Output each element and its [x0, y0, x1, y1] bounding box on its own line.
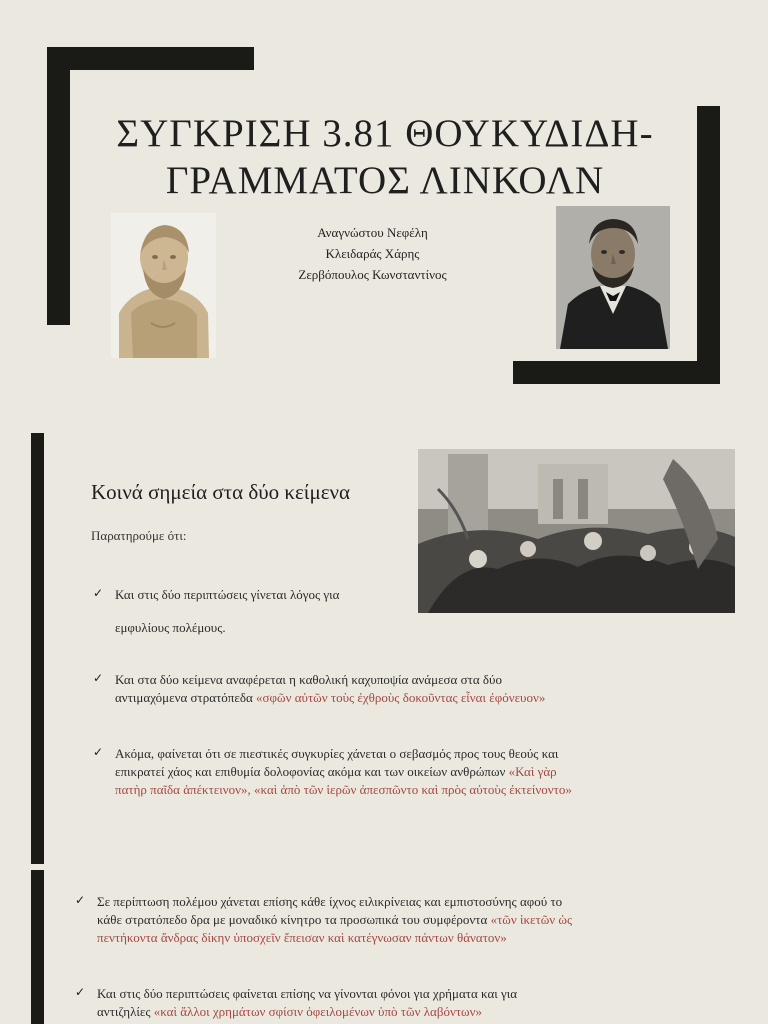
ancient-quote: «Καὶ γὰρ: [508, 764, 557, 779]
content-slide: [0, 410, 768, 1024]
bullet-text: Και στις δύο περιπτώσεις γίνεται λόγος για: [115, 587, 340, 602]
ancient-quote: πεντήκοντα ἄνδρας δίκην ὑποσχεῖν ἔπεισαν καὶ κατέγνωσαν πάντων θάνατον»: [97, 930, 507, 945]
accent-bar: [31, 433, 44, 864]
bullet-point: [115, 671, 545, 707]
title-line-2: ΓΡΑΜΜΑΤΟΣ ΛΙΝΚΟΛΝ: [165, 159, 605, 202]
bullet-text: [97, 1003, 517, 1021]
bullet-text: Και στις δύο περιπτώσεις φαίνεται επίσης να γίνονται φόνοι για χρήματα και για: [97, 986, 518, 1001]
frame-bar-bottom: [513, 361, 720, 384]
ancient-quote: «τῶν ἱκετῶν ὡς: [490, 912, 573, 927]
slide-heading: Κοινά σημεία στα δύο κείμενα: [91, 480, 351, 504]
checkmark-icon: ✓: [75, 893, 86, 907]
frame-bar-left: [47, 47, 70, 325]
bullet-text: επικρατεί χάος και επιθυμία δολοφονίας ακόμα και των οικείων ανθρώπων: [115, 764, 509, 779]
checkmark-icon: ✓: [93, 586, 104, 600]
bullet-text: εμφυλίους πολέμους.: [115, 620, 226, 635]
title-line-1: ΣΥΓΚΡΙΣΗ 3.81 ΘΟΥΚΥΔΙΔΗ-: [116, 112, 654, 155]
ancient-quote: πατὴρ παῖδα ἀπέκτεινον», «καὶ ἀπὸ τῶν ἱερῶν ἀπεσπῶντο καὶ πρὸς αὐτοὺς ἐκτείνοντο»: [115, 782, 572, 797]
bullet-text: αντιμαχόμενα στρατόπεδα: [115, 690, 257, 705]
intro-text: Παρατηρούμε ότι:: [91, 528, 187, 543]
bullet-text: [115, 763, 572, 781]
battle-painting-image: [418, 449, 735, 613]
bullet-point: [97, 985, 517, 1021]
bullet-point: [115, 586, 339, 637]
bullet-text: Και στα δύο κείμενα αναφέρεται η καθολική καχυποψία ανάμεσα στα δύο: [115, 672, 502, 687]
bullet-text: αντιζηλίες: [97, 1004, 154, 1019]
author-name: Αναγνώστου Νεφέλη: [317, 225, 428, 240]
bullet-point: [97, 893, 572, 947]
bullet-text: Ακόμα, φαίνεται ότι σε πιεστικές συγκυρίες χάνεται ο σεβασμός προς τους θεούς και: [115, 746, 559, 761]
thucydides-bust-image: [111, 213, 216, 358]
frame-bar-right: [697, 106, 720, 384]
checkmark-icon: ✓: [93, 671, 104, 685]
author-list: [250, 222, 495, 285]
bullet-point: [115, 745, 572, 799]
bullet-text: Σε περίπτωση πολέμου χάνεται επίσης κάθε ίχνος ειλικρίνειας και εμπιστοσύνης αφού το: [97, 894, 563, 909]
accent-bar: [31, 870, 44, 1024]
title-slide: [0, 0, 768, 410]
author-name: Ζερβόπουλος Κωνσταντίνος: [298, 267, 447, 282]
frame-bar-top: [47, 47, 254, 70]
checkmark-icon: ✓: [93, 745, 104, 759]
ancient-quote: «καὶ ἄλλοι χρημάτων σφίσιν ὀφειλομένων ὑπὸ τῶν λαβόντων»: [153, 1004, 482, 1019]
ancient-quote: «σφῶν αὐτῶν τοὺς ἐχθροὺς δοκοῦντας εἶναι ἐφόνευον»: [256, 690, 546, 705]
author-name: Κλειδαράς Χάρης: [325, 246, 420, 261]
checkmark-icon: ✓: [75, 985, 86, 999]
bullet-text: [115, 689, 545, 707]
slide-title: [95, 110, 675, 204]
lincoln-portrait-image: [556, 206, 670, 349]
bullet-text: κάθε στρατόπεδο δρα με μοναδικό κίνητρο τα προσωπικά του συμφέροντα: [97, 912, 491, 927]
bullet-text: [97, 911, 572, 929]
